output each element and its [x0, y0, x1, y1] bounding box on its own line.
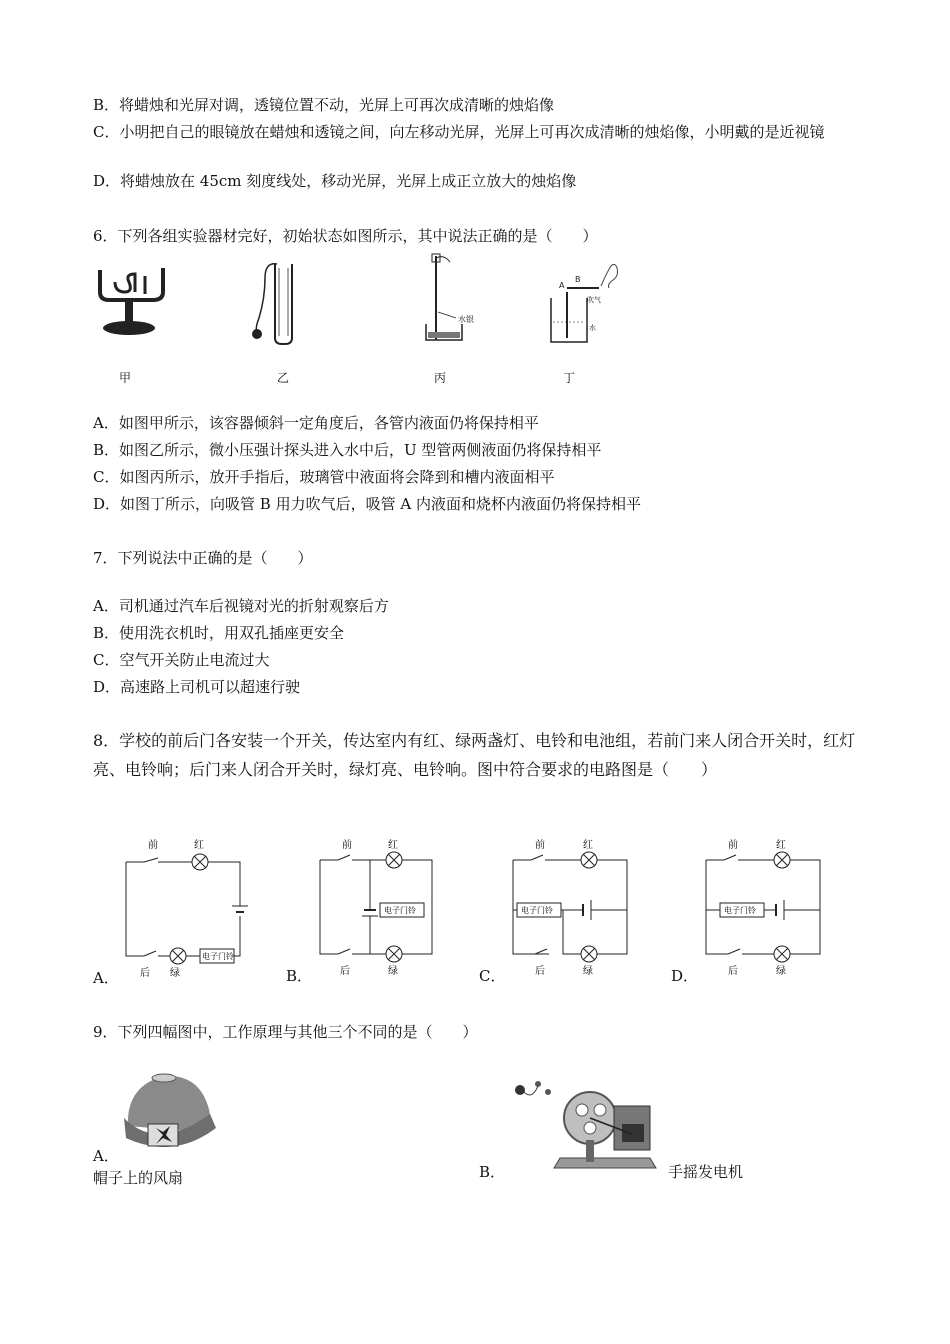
q6-option-b: B．如图乙所示，微小压强计探头进入水中后，U 型管两侧液面仍将保持相平	[93, 441, 602, 459]
back-switch-label: 后	[728, 966, 738, 977]
q6-stem: 6．下列各组实验器材完好，初始状态如图所示，其中说法正确的是（ ）	[93, 227, 598, 245]
q9-option-b-caption: 手摇发电机	[668, 1163, 744, 1181]
hand-crank-generator-picture	[510, 1076, 660, 1178]
green-lamp-label: 绿	[388, 966, 398, 977]
ding-blow-label: 吹气	[587, 296, 601, 304]
q9-option-a-letter: A．	[93, 1147, 119, 1165]
ding-b-label: B	[575, 275, 581, 284]
fig-label-yi: 乙	[277, 371, 290, 385]
front-switch-label: 前	[728, 840, 738, 851]
figure-jia-connected-vessels	[95, 262, 175, 342]
q5-option-b: B．将蜡烛和光屏对调，透镜位置不动，光屏上可再次成清晰的烛焰像	[93, 96, 555, 114]
fig-label-ding: 丁	[563, 371, 576, 385]
ding-a-label: A	[559, 281, 565, 290]
q7-option-b: B．使用洗衣机时，用双孔插座更安全	[93, 624, 345, 642]
circuit-a	[120, 838, 255, 978]
figure-bing-torricelli	[422, 252, 492, 347]
back-switch-label: 后	[340, 966, 350, 977]
circuit-c	[507, 838, 642, 978]
q9-stem: 9．下列四幅图中，工作原理与其他三个不同的是（ ）	[93, 1023, 478, 1041]
q7-stem: 7．下列说法中正确的是（ ）	[93, 549, 313, 567]
q7-option-a: A．司机通过汽车后视镜对光的折射观察后方	[93, 597, 389, 615]
red-lamp-label: 红	[388, 840, 398, 851]
fig-label-jia: 甲	[119, 371, 132, 385]
figure-yi-pressure-gauge	[245, 258, 305, 348]
figure-ding-straws	[545, 258, 625, 348]
green-lamp-label: 绿	[776, 966, 786, 977]
q7-option-c: C．空气开关防止电流过大	[93, 651, 270, 669]
fig-label-bing: 丙	[434, 371, 447, 385]
q8-option-d-letter: D．	[671, 967, 699, 985]
green-lamp-label: 绿	[170, 968, 180, 979]
bell-label: 电子门铃	[724, 906, 756, 915]
q9-option-a-caption: 帽子上的风扇	[93, 1169, 184, 1187]
bell-label: 电子门铃	[384, 906, 416, 915]
q5-option-d: D．将蜡烛放在 45cm 刻度线处，移动光屏，光屏上成正立放大的烛焰像	[93, 172, 577, 190]
green-lamp-label: 绿	[583, 966, 593, 977]
ding-water-label: 水	[589, 324, 596, 332]
front-switch-label: 前	[535, 840, 545, 851]
q8-option-b-letter: B．	[286, 967, 313, 985]
q7-option-d: D．高速路上司机可以超速行驶	[93, 678, 301, 696]
front-switch-label: 前	[342, 840, 352, 851]
cap-fan-picture	[118, 1066, 218, 1158]
q9-option-b-letter: B．	[479, 1163, 506, 1181]
q6-option-a: A．如图甲所示，该容器倾斜一定角度后，各管内液面仍将保持相平	[93, 414, 539, 432]
bing-liquid-label: 水银	[458, 315, 474, 324]
red-lamp-label: 红	[776, 840, 786, 851]
bell-label: 电子门铃	[521, 906, 553, 915]
bell-label: 电子门铃	[202, 952, 234, 961]
q8-option-a-letter: A．	[93, 969, 119, 987]
circuit-b	[314, 838, 449, 978]
back-switch-label: 后	[140, 968, 150, 979]
q5-option-c: C．小明把自己的眼镜放在蜡烛和透镜之间，向左移动光屏，光屏上可再次成清晰的烛焰像，小明戴的是近视镜	[93, 123, 825, 141]
q8-stem: 8．学校的前后门各安装一个开关，传达室内有红、绿两盏灯、电铃和电池组，若前门来人闭合开关时，红灯亮、电铃响；后门来人闭合开关时，绿灯亮、电铃响。图中符合要求的电路图是（ ）	[93, 731, 856, 779]
back-switch-label: 后	[535, 966, 545, 977]
q6-option-d: D．如图丁所示，向吸管 B 用力吹气后，吸管 A 内液面和烧杯内液面仍将保持相平	[93, 495, 641, 513]
circuit-d	[700, 838, 835, 978]
red-lamp-label: 红	[194, 840, 204, 851]
q8-option-c-letter: C．	[479, 967, 506, 985]
q6-option-c: C．如图丙所示，放开手指后，玻璃管中液面将会降到和槽内液面相平	[93, 468, 555, 486]
red-lamp-label: 红	[583, 840, 593, 851]
front-switch-label: 前	[148, 840, 158, 851]
